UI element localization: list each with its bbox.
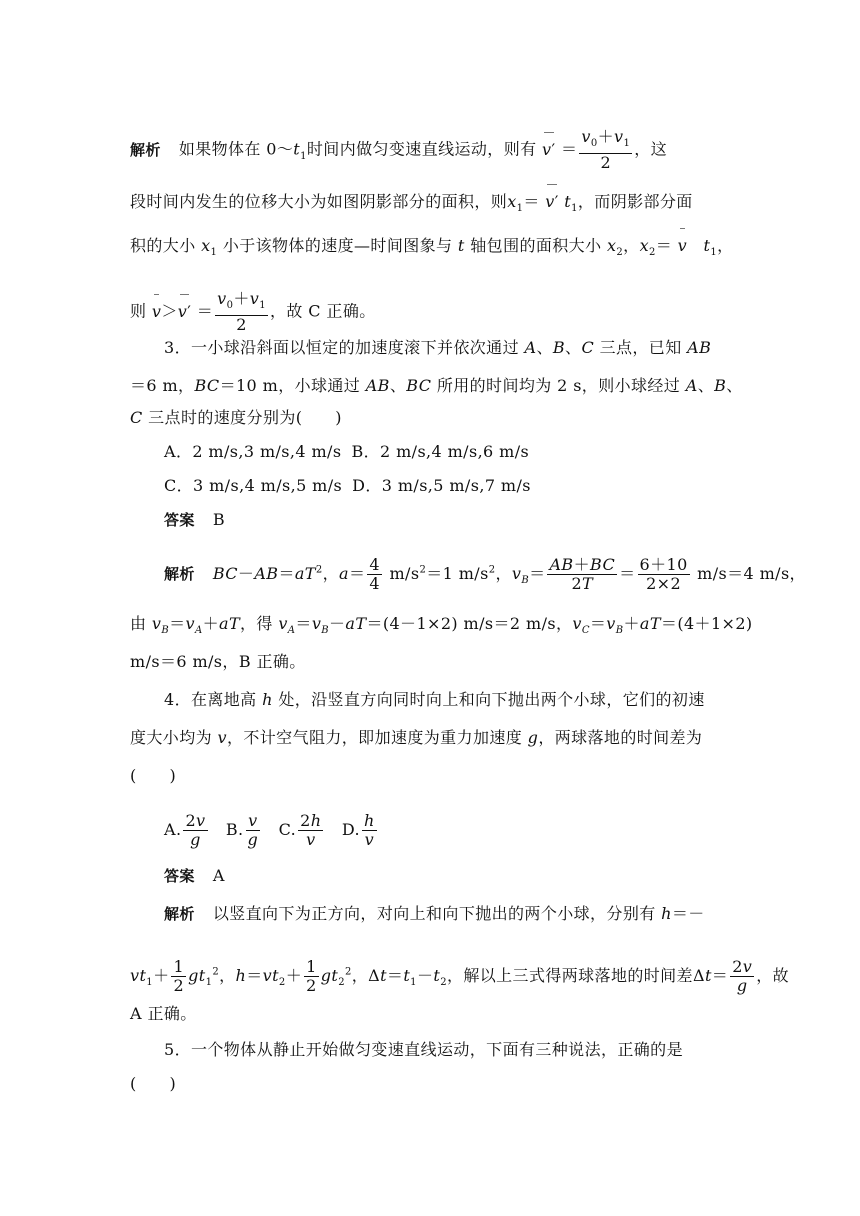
- q3-options-row1: [164, 442, 539, 462]
- q3-answer: 答案 B: [164, 510, 225, 529]
- q3-solution-line1: 解析 $BC-AB=aT^2$，a＝ $\frac{4}{4}$ $m/s^2=1$ $m/s^2$，$v_B=$ $\frac{AB+BC}{2T}$ ＝ $\frac{6+10}{2\times 2}$ m/s＝4 m/s，: [164, 555, 806, 593]
- answer-label: 答案: [164, 867, 195, 885]
- answer-label: 答案: [164, 511, 195, 529]
- q2-solution-line3: 积的大小 $x_1$ 小于该物体的速度—时间图象与 t 轴包围的面积大小 $x_2$，$x_2= v$ $t_1$，: [130, 236, 734, 259]
- q4-stem-line2: 度大小均为 v，不计空气阻力，即加速度为重力加速度 g，两球落地的时间差为: [130, 728, 703, 747]
- q4-options: A. $\frac{2v}{g}$ B. $\frac{v}{g}$ C. $\frac{2h}{v}$ D. $\frac{h}{v}$: [164, 811, 375, 849]
- fraction: $\frac{v_0+v_1}{2}$: [217, 289, 266, 335]
- q2-solution-line4: 则 v＞v′ ＝ $\frac{v_0+v_1}{2}$ ，故 C 正确。: [130, 289, 376, 335]
- option-c: C．3 m/s,4 m/s,5 m/s: [164, 476, 343, 495]
- q3-solution-line2: 由 $v_B=v_A+aT$，得 $v_A=v_B-aT=(4-1\times 2)$ m/s＝2 m/s，$v_C=v_B+aT=(4+1\times 2)$: [130, 614, 753, 637]
- q5-stem-line1: 5．一个物体从静止开始做匀变速直线运动，下面有三种说法，正确的是: [164, 1040, 683, 1059]
- q3-stem-line2: ＝6 m，BC＝10 m，小球通过 AB、BC 所用的时间均为 2 s，则小球经过 A、B、: [130, 376, 743, 395]
- q3-stem-line1: 3．一小球沿斜面以恒定的加速度滚下并依次通过 A、B、C 三点，已知 AB: [164, 338, 712, 357]
- q4-solution-line2: $vt_1+$ $\frac{1}{2}$ $gt_1^2$，$h=vt_2+$ $\frac{1}{2}$ $gt_2^2$，$\Delta t=t_1-t_2$，解以上三式得两球落地的时间差Δt＝ $\frac{2v}{g}$ ，故: [130, 957, 790, 995]
- option-a: A．2 m/s,3 m/s,4 m/s: [164, 442, 342, 461]
- q5-stem-line2: ( ): [130, 1074, 177, 1093]
- q4-solution-line3: A 正确。: [130, 1004, 197, 1023]
- q3-stem-line3: C 三点时的速度分别为( ): [130, 408, 342, 427]
- q2-solution-line1: 解析 如果物体在 $0\sim t_1$时间内做匀变速直线运动，则有 v′ ＝ $\frac{v_0+v_1}{2}$ ，这: [130, 127, 668, 173]
- q4-answer: 答案 A: [164, 866, 225, 885]
- analysis-label: 解析: [164, 565, 195, 583]
- analysis-label: 解析: [130, 140, 161, 159]
- analysis-label: 解析: [164, 905, 195, 923]
- q2-solution-line2: 段时间内发生的位移大小为如图阴影部分的面积，则$x_1= v'$ $t_1$，而阴影部分面: [130, 192, 693, 215]
- option-b: B．2 m/s,4 m/s,6 m/s: [351, 442, 530, 461]
- q4-stem-line1: 4．在离地高 h 处，沿竖直方向同时向上和向下抛出两个小球，它们的初速: [164, 690, 705, 709]
- option-d: D．3 m/s,5 m/s,7 m/s: [352, 476, 531, 495]
- q4-stem-line3: ( ): [130, 766, 177, 785]
- fraction: $\frac{v_0+v_1}{2}$: [581, 127, 631, 173]
- q3-options-row2: [164, 476, 541, 496]
- q3-solution-line3: m/s＝6 m/s，B 正确。: [130, 652, 306, 671]
- q4-solution-line1: 解析 以竖直向下为正方向，对向上和向下抛出的两个小球，分别有 h＝－: [164, 904, 705, 923]
